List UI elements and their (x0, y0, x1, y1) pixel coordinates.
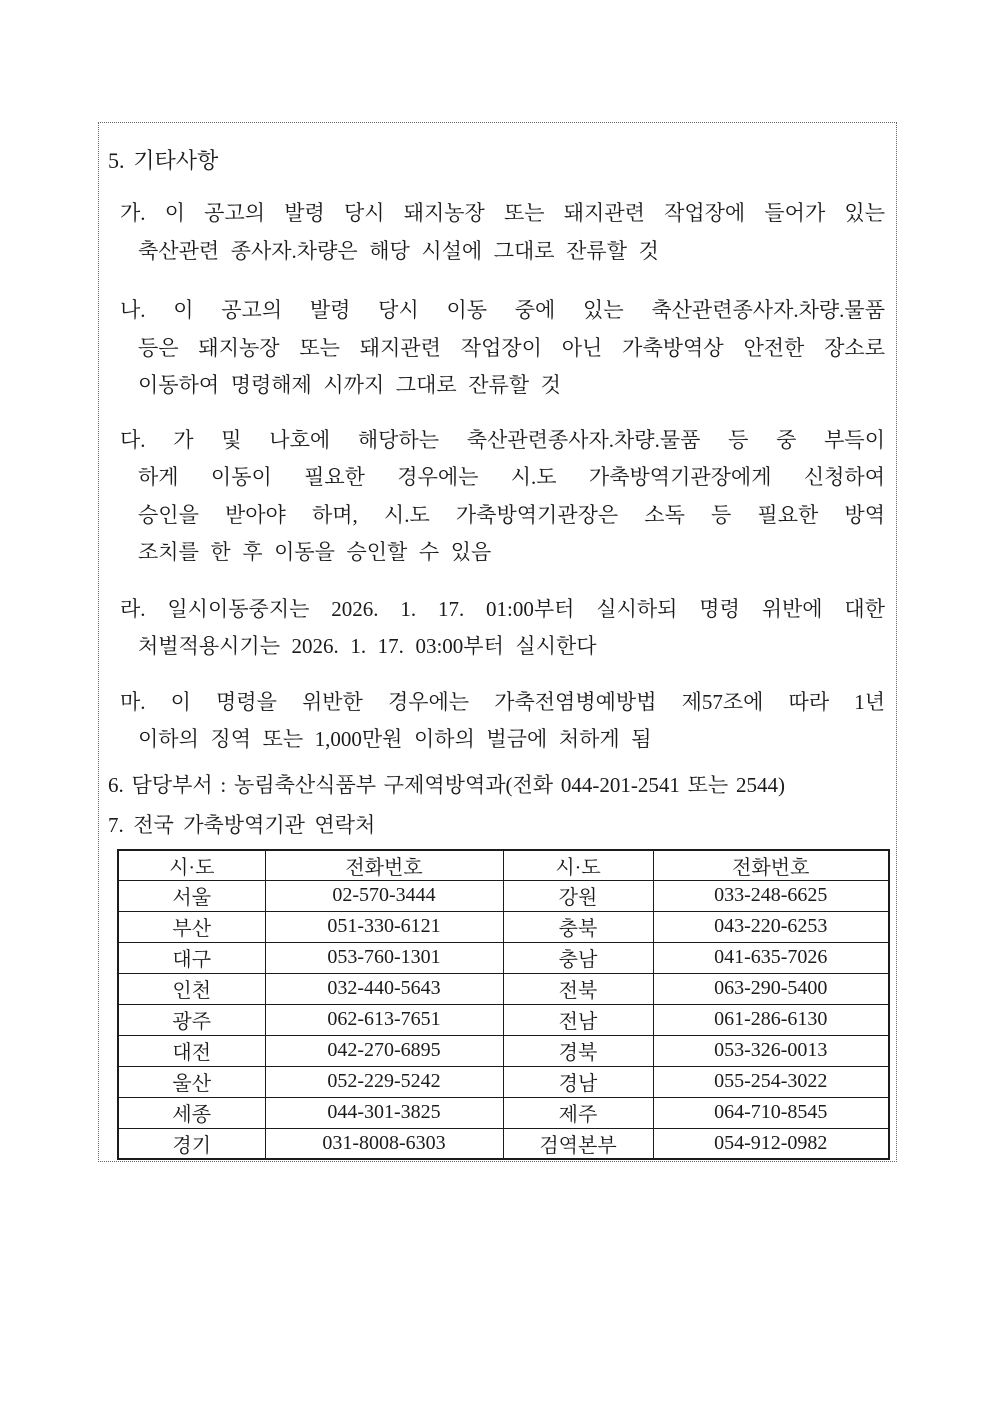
notice-border-box (98, 122, 897, 1162)
table-cell-phone: 041-635-7026 (653, 942, 889, 973)
table-cell-region: 충남 (503, 942, 653, 973)
paragraph-line: 처벌적용시기는 2026. 1. 17. 03:00부터 실시한다 (138, 634, 597, 658)
paragraph-line: 이동하여 명령해제 시까지 그대로 잔류할 것 (138, 373, 561, 397)
table-cell-region: 경북 (503, 1035, 653, 1066)
table-cell-phone: 051-330-6121 (265, 911, 503, 942)
table-cell-phone: 033-248-6625 (653, 880, 889, 911)
table-row (118, 1004, 889, 1035)
section7-heading: 7. 전국 가축방역기관 연락처 (108, 812, 376, 837)
paragraph-line: 다. 가 및 나호에 해당하는 축산관련종사자.차량.물품 등 중 부득이 (120, 427, 885, 452)
table-row (118, 911, 889, 942)
table-cell-region: 세종 (118, 1097, 265, 1128)
table-header-phone: 전화번호 (653, 850, 889, 881)
table-row (118, 1128, 889, 1159)
table-cell-phone: 062-613-7651 (265, 1004, 503, 1035)
table-cell-phone: 042-270-6895 (265, 1035, 503, 1066)
table-cell-region: 광주 (118, 1004, 265, 1035)
table-cell-region: 충북 (503, 911, 653, 942)
table-cell-region: 전북 (503, 973, 653, 1004)
table-cell-region: 대구 (118, 942, 265, 973)
paragraph-line: 승인을 받아야 하며, 시.도 가축방역기관장은 소독 등 필요한 방역 (138, 502, 885, 527)
table-cell-phone: 053-326-0013 (653, 1035, 889, 1066)
table-cell-phone: 055-254-3022 (653, 1066, 889, 1097)
table-row (118, 1097, 889, 1128)
paragraph (120, 591, 885, 666)
paragraph-line: 라. 일시이동중지는 2026. 1. 17. 01:00부터 실시하되 명령 위반에 대한 (120, 596, 885, 621)
paragraph-line: 축산관련 종사자.차량은 해당 시설에 그대로 잔류할 것 (138, 238, 659, 263)
table-header-region: 시·도 (503, 850, 653, 881)
table-cell-region: 경기 (118, 1128, 265, 1159)
contact-table (117, 849, 890, 1161)
paragraph-line: 가. 이 공고의 발령 당시 돼지농장 또는 돼지관련 작업장에 들어가 있는 (120, 201, 885, 225)
table-cell-region: 인천 (118, 973, 265, 1004)
table-cell-phone: 052-229-5242 (265, 1066, 503, 1097)
table-cell-phone: 032-440-5643 (265, 973, 503, 1004)
table-cell-region: 서울 (118, 880, 265, 911)
section5-paragraphs (108, 195, 885, 759)
paragraph-line: 나. 이 공고의 발령 당시 이동 중에 있는 축산관련종사자.차량.물품 (120, 298, 885, 322)
table-header-region: 시·도 (118, 850, 265, 881)
table-cell-region: 경남 (503, 1066, 653, 1097)
table-header-row (118, 850, 889, 881)
paragraph-line: 이하의 징역 또는 1,000만원 이하의 벌금에 처하게 됨 (138, 727, 652, 751)
paragraph (120, 195, 885, 270)
table-header-phone: 전화번호 (265, 850, 503, 881)
section6-department-line: 6. 담당부서 : 농림축산식품부 구제역방역과(전화 044-201-2541 또는 2544) (108, 772, 785, 797)
paragraph-line: 마. 이 명령을 위반한 경우에는 가축전염병예방법 제57조에 따라 1년 (120, 689, 885, 714)
table-cell-region: 대전 (118, 1035, 265, 1066)
table-cell-region: 검역본부 (503, 1128, 653, 1159)
table-cell-phone: 031-8008-6303 (265, 1128, 503, 1159)
table-cell-region: 울산 (118, 1066, 265, 1097)
table-cell-phone: 02-570-3444 (265, 880, 503, 911)
table-row (118, 1035, 889, 1066)
paragraph-line: 조치를 한 후 이동을 승인할 수 있음 (138, 540, 492, 564)
table-cell-phone: 053-760-1301 (265, 942, 503, 973)
table-cell-phone: 054-912-0982 (653, 1128, 889, 1159)
paragraph-line: 하게 이동이 필요한 경우에는 시.도 가축방역기관장에게 신청하여 (138, 465, 885, 489)
table-row (118, 942, 889, 973)
table-cell-region: 제주 (503, 1097, 653, 1128)
table-cell-phone: 043-220-6253 (653, 911, 889, 942)
table-cell-region: 강원 (503, 880, 653, 911)
table-row (118, 880, 889, 911)
paragraph (120, 684, 885, 759)
section5-heading: 5. 기타사항 (108, 148, 219, 173)
table-cell-phone: 064-710-8545 (653, 1097, 889, 1128)
table-cell-phone: 044-301-3825 (265, 1097, 503, 1128)
table-row (118, 973, 889, 1004)
paragraph (120, 422, 885, 572)
paragraph-line: 등은 돼지농장 또는 돼지관련 작업장이 아닌 가축방역상 안전한 장소로 (138, 335, 885, 360)
table-cell-region: 부산 (118, 911, 265, 942)
table-cell-phone: 061-286-6130 (653, 1004, 889, 1035)
table-cell-region: 전남 (503, 1004, 653, 1035)
paragraph (120, 292, 885, 405)
table-cell-phone: 063-290-5400 (653, 973, 889, 1004)
table-row (118, 1066, 889, 1097)
